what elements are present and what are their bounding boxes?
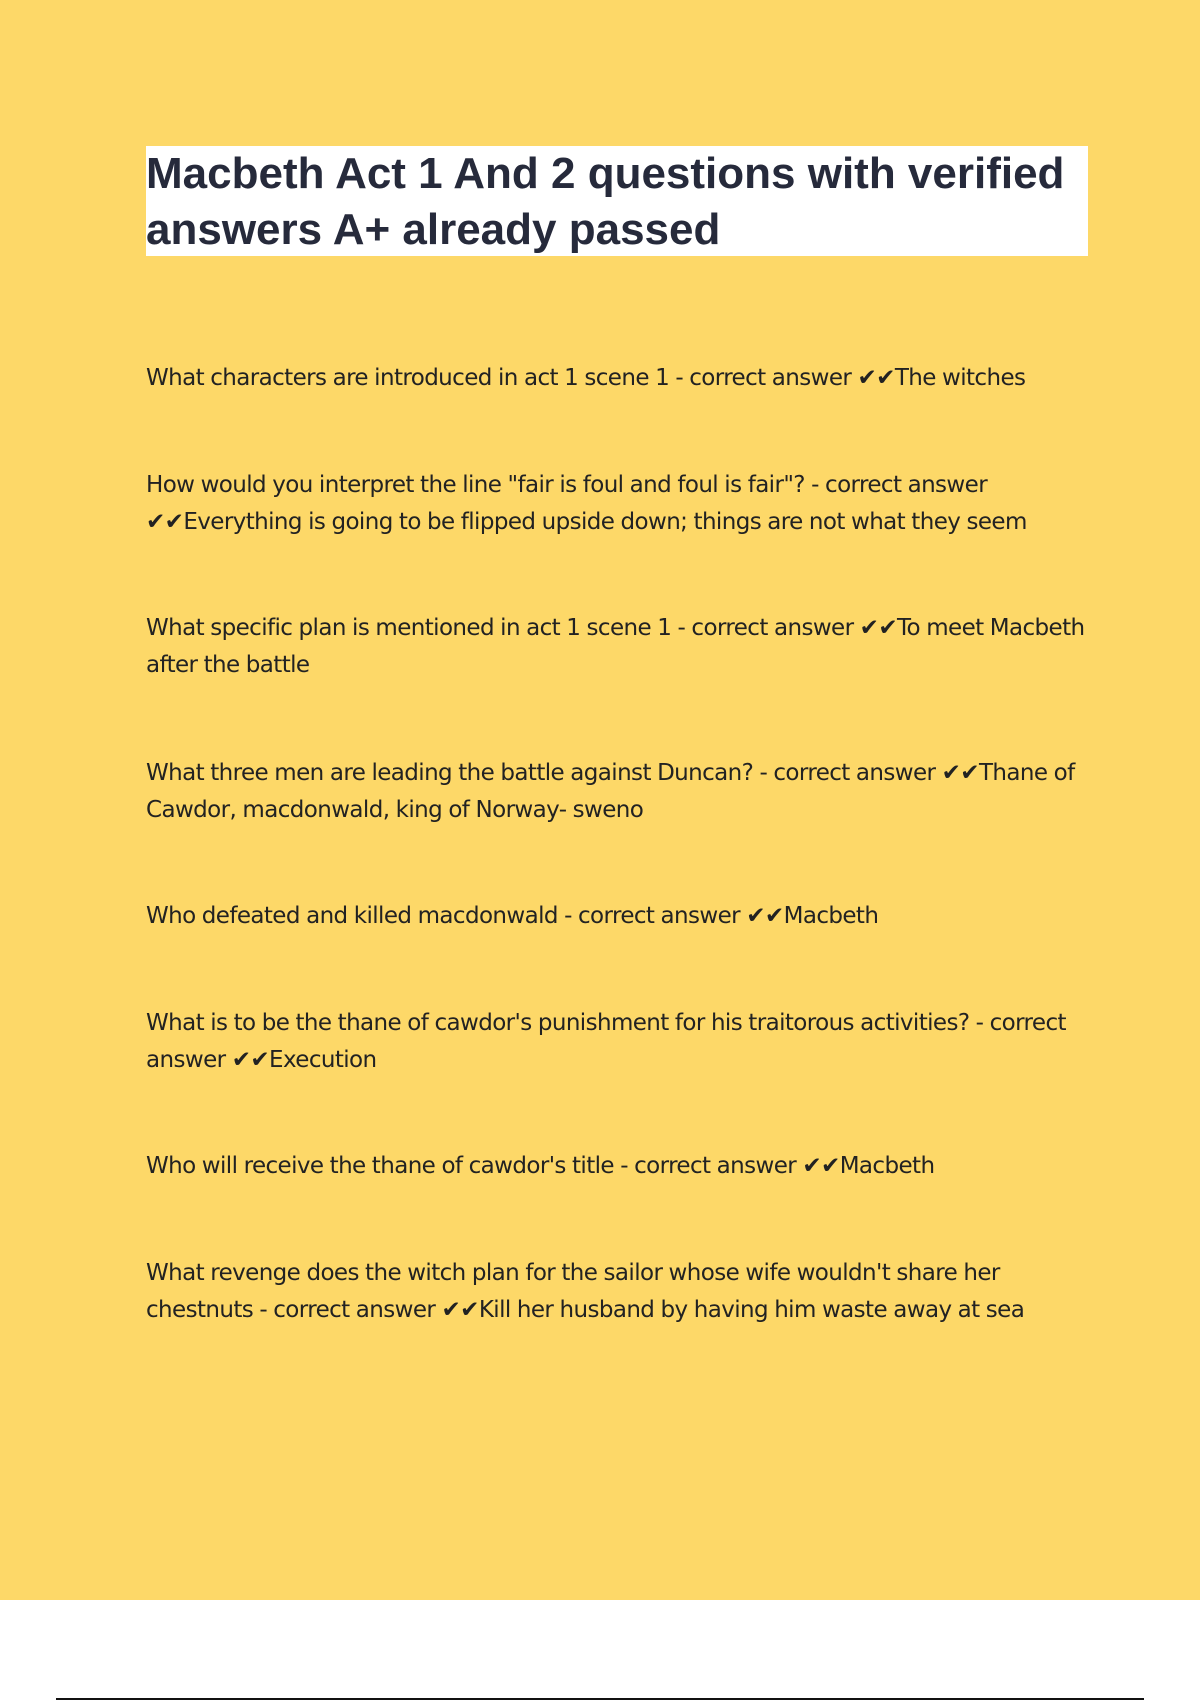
question-text: What specific plan is mentioned in act 1 scene 1 - correct answer <box>146 615 860 641</box>
answer-text: To meet Macbeth after the battle <box>146 615 1085 678</box>
double-check-icon: ✔✔ <box>146 509 184 535</box>
double-check-icon: ✔✔ <box>802 1153 840 1179</box>
double-check-icon: ✔✔ <box>441 1297 479 1323</box>
answer-text: The witches <box>894 365 1026 391</box>
answer-text: Execution <box>269 1047 377 1073</box>
double-check-icon: ✔✔ <box>941 760 979 786</box>
question-text: Who defeated and killed macdonwald - correct answer <box>146 903 747 929</box>
answer-text: Thane of Cawdor, macdonwald, king of Norway- sweno <box>146 760 1075 823</box>
qa-item <box>146 360 1086 397</box>
answer-text: Macbeth <box>783 903 879 929</box>
qa-item <box>146 755 1086 829</box>
question-text: How would you interpret the line "fair is foul and foul is fair"? - correct answer <box>146 472 988 498</box>
question-text: What is to be the thane of cawdor's punishment for his traitorous activities? - correct answer <box>146 1010 1066 1073</box>
qa-item <box>146 1148 1086 1185</box>
double-check-icon: ✔✔ <box>859 615 897 641</box>
qa-item <box>146 1255 1086 1329</box>
question-text: What characters are introduced in act 1 scene 1 - correct answer <box>146 365 858 391</box>
qa-item <box>146 610 1086 684</box>
qa-item <box>146 898 1086 935</box>
question-text: What three men are leading the battle against Duncan? - correct answer <box>146 760 942 786</box>
answer-text: Kill her husband by having him waste away at sea <box>478 1297 1025 1323</box>
question-text: Who will receive the thane of cawdor's title - correct answer <box>146 1153 803 1179</box>
qa-item <box>146 467 1086 541</box>
answer-text: Everything is going to be flipped upside down; things are not what they seem <box>183 509 1027 535</box>
question-text: What revenge does the witch plan for the sailor whose wife wouldn't share her chestnuts - correct answer <box>146 1260 1000 1323</box>
double-check-icon: ✔✔ <box>746 903 784 929</box>
double-check-icon: ✔✔ <box>231 1047 270 1073</box>
title-box <box>146 146 1088 256</box>
answer-text: Macbeth <box>839 1153 935 1179</box>
qa-item <box>146 1005 1086 1079</box>
page-title: Macbeth Act 1 And 2 questions with verified answers A+ already passed <box>146 149 1065 254</box>
double-check-icon: ✔✔ <box>857 365 895 391</box>
